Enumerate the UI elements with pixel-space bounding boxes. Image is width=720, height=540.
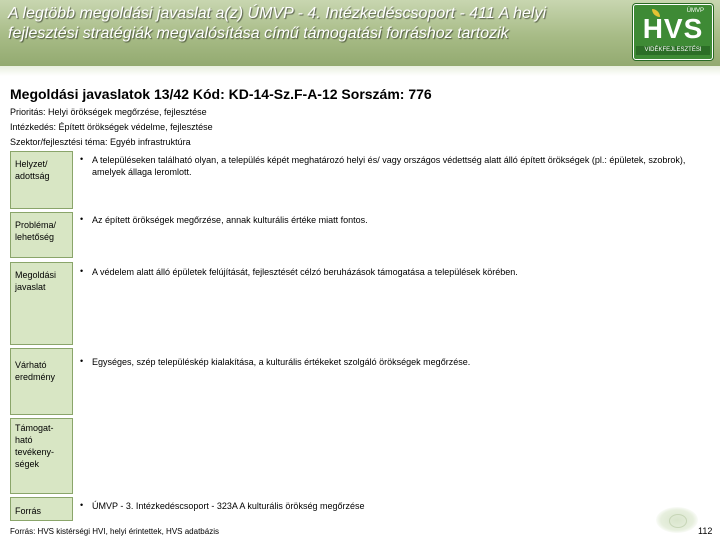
row-text: Egységes, szép településkép kialakítása, a kulturális értékeket szolgáló örökségek megőrzése. (92, 357, 471, 367)
header-banner (0, 0, 720, 66)
header-title: A legtöbb megoldási javaslat a(z) ÚMVP - 4. Intézkedéscsoport - 411 A helyi fejlesztési stratégiák megvalósítása című támogatási forráshoz tartozik (8, 5, 547, 42)
watermark-logo (656, 507, 698, 533)
row-label-box (10, 212, 73, 258)
row-text: Az épített örökségek megőrzése, annak kulturális értéke miatt fontos. (92, 215, 368, 225)
logo-sub-text: VIDÉKFEJLESZTÉSI (636, 46, 710, 55)
header-band (0, 66, 720, 76)
row-label: Várható eredmény (15, 360, 56, 382)
row-label-box (10, 262, 73, 345)
row-label-box (10, 497, 73, 521)
solution-title: Megoldási javaslatok 13/42 Kód: KD-14-Sz.F-A-12 Sorszám: 776 (10, 86, 432, 102)
logo-top-text: ÚMVP (686, 8, 704, 14)
row-label: Megoldási javaslat (15, 270, 57, 292)
footer-source: Forrás: HVS kistérségi HVI, helyi érintettek, HVS adatbázis (10, 527, 219, 536)
row-label: Forrás (15, 506, 42, 516)
hvs-logo (633, 4, 713, 60)
row-text: A településeken található olyan, a település képét meghatározó helyi és/ vagy országos védettség alatt álló épített örökségek (pl.: épületek, szobrok), amelyek állaga leromlott. (92, 155, 686, 177)
row-label-box (10, 348, 73, 415)
row-bullet: • (80, 500, 84, 510)
row-bullet: • (80, 214, 84, 224)
row-text: A védelem alatt álló épületek felújítását, fejlesztését célzó beruházások támogatása a települések körében. (92, 267, 518, 277)
row-label-box (10, 418, 73, 494)
row-label: Helyzet/ adottság (15, 159, 50, 181)
watermark-inner (669, 514, 687, 528)
sector-line: Szektor/fejlesztési téma: Egyéb infrastruktúra (10, 137, 191, 147)
row-bullet: • (80, 154, 84, 164)
measure-line: Intézkedés: Épített örökségek védelme, fejlesztése (10, 122, 213, 132)
priority-line: Prioritás: Helyi örökségek megőrzése, fejlesztése (10, 107, 207, 117)
page-number: 112 (698, 526, 713, 536)
row-label-box (10, 151, 73, 209)
row-bullet: • (80, 356, 84, 366)
row-label: Probléma/ lehetőség (15, 220, 57, 242)
row-text: ÚMVP - 3. Intézkedéscsoport - 323A A kulturális örökség megőrzése (92, 501, 365, 511)
row-bullet: • (80, 266, 84, 276)
logo-text: HVS (642, 13, 704, 44)
row-label: Támogat-ható tevékeny-ségek (15, 423, 55, 469)
